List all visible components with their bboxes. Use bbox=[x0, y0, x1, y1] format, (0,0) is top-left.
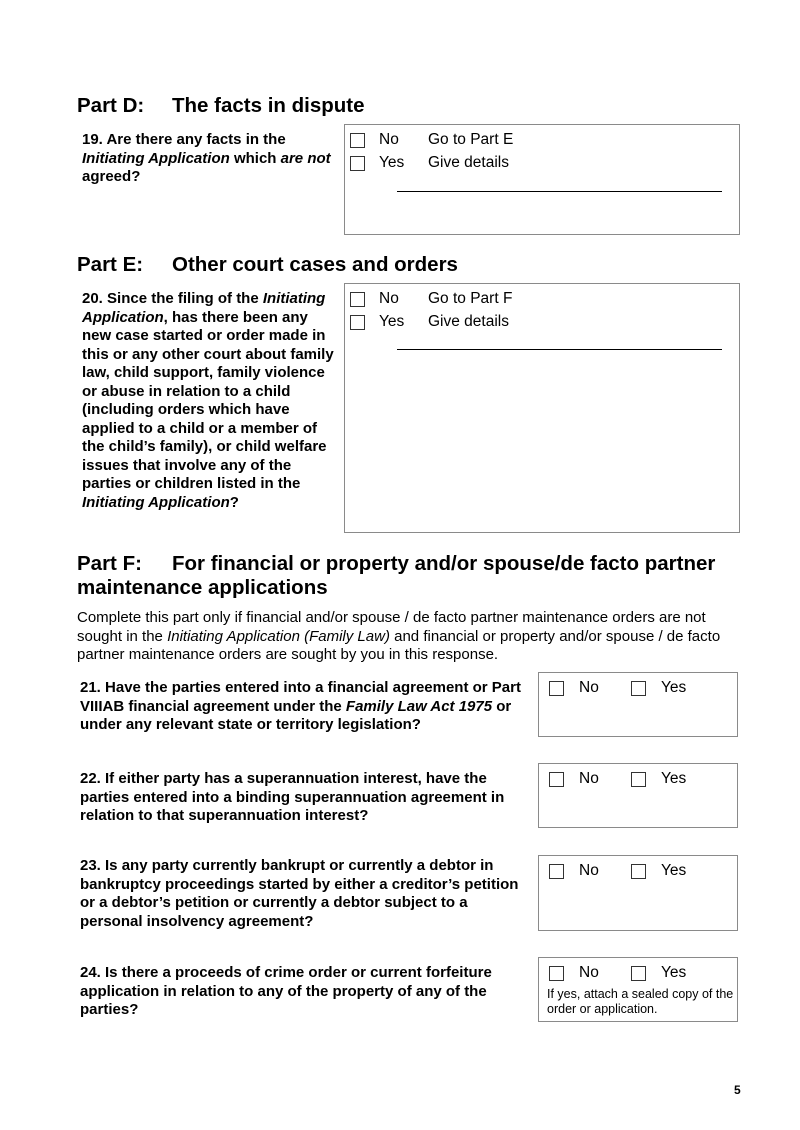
q20-no-checkbox[interactable] bbox=[350, 292, 365, 307]
q19-option-no bbox=[350, 131, 513, 149]
q24-yes-checkbox[interactable] bbox=[631, 966, 646, 981]
q20-text-4: Initiating Application bbox=[82, 493, 230, 511]
q23-yes-label: Yes bbox=[661, 862, 687, 879]
q19-yes-label: Yes bbox=[379, 154, 405, 171]
q20-no-label: No bbox=[379, 290, 399, 307]
q22-no-checkbox[interactable] bbox=[549, 772, 564, 787]
q19-yes-action: Give details bbox=[428, 154, 509, 171]
q19-details-line[interactable] bbox=[397, 191, 722, 192]
q24-options bbox=[549, 964, 686, 982]
q19-answer-box bbox=[344, 124, 740, 235]
q22-no-label: No bbox=[579, 770, 599, 787]
q23-no-label: No bbox=[579, 862, 599, 879]
q23-yes-checkbox[interactable] bbox=[631, 864, 646, 879]
q22-yes-checkbox[interactable] bbox=[631, 772, 646, 787]
part-e-heading bbox=[77, 253, 458, 277]
q21-yes-label: Yes bbox=[661, 679, 687, 696]
q20-text-5: ? bbox=[229, 493, 239, 511]
q20-details-line[interactable] bbox=[397, 349, 722, 350]
question-23: 23. Is any party currently bankrupt or currently a debtor in bankruptcy proceedings started by either a creditor’s petition or a debtor’s petition or currently a debtor subject to a personal insolvency agreement? bbox=[80, 857, 519, 930]
part-d-title: The facts in dispute bbox=[172, 94, 365, 117]
part-d-prefix: Part D: bbox=[77, 94, 145, 117]
q23-options bbox=[549, 862, 686, 880]
part-f-intro-1: Complete this part only if financial and/or spouse / de facto partner maintenance orders are not sought in the bbox=[77, 609, 706, 645]
part-f-heading bbox=[77, 552, 767, 600]
part-f-intro-3: and financial or property and/or spouse / de facto partner maintenance orders are sought by you in this response. bbox=[77, 627, 721, 663]
q19-yes-checkbox[interactable] bbox=[350, 156, 365, 171]
question-22: 22. If either party has a superannuation interest, have the parties entered into a binding superannuation agreement in relation to that superannuation interest? bbox=[80, 770, 505, 824]
q21-no-label: No bbox=[579, 679, 599, 696]
part-f-prefix: Part F: bbox=[77, 552, 142, 575]
part-f-intro-2: Initiating Application (Family Law) bbox=[167, 627, 390, 645]
q23-answer-box bbox=[538, 855, 738, 931]
part-d-heading bbox=[77, 94, 365, 118]
part-f-title: For financial or property and/or spouse/de facto partner maintenance applications bbox=[77, 552, 716, 599]
q20-option-yes bbox=[350, 313, 509, 331]
q19-no-checkbox[interactable] bbox=[350, 133, 365, 148]
q24-answer-box bbox=[538, 957, 738, 1022]
q20-yes-checkbox[interactable] bbox=[350, 315, 365, 330]
q19-text-3: which bbox=[229, 149, 281, 167]
q20-text-2: Initiating Application bbox=[82, 290, 326, 326]
page-number: 5 bbox=[734, 1083, 741, 1097]
q24-no-label: No bbox=[579, 964, 599, 981]
q19-no-label: No bbox=[379, 131, 399, 148]
q22-options bbox=[549, 770, 686, 788]
q20-text-1: 20. Since the filing of the bbox=[82, 290, 263, 307]
q20-yes-label: Yes bbox=[379, 313, 405, 330]
q19-no-action: Go to Part E bbox=[428, 131, 514, 148]
q21-yes-checkbox[interactable] bbox=[631, 681, 646, 696]
question-19 bbox=[82, 131, 337, 187]
question-24: 24. Is there a proceeds of crime order or current forfeiture application in relation to any of the property of any of the parties? bbox=[80, 964, 492, 1018]
q20-no-action: Go to Part F bbox=[428, 290, 513, 307]
q21-text-2: Family Law Act 1975 bbox=[345, 697, 493, 715]
q21-text-1: 21. Have the parties entered into a financial agreement or Part VIIIAB financial agreement under the bbox=[80, 679, 521, 715]
q20-answer-box bbox=[344, 283, 740, 533]
part-e-title: Other court cases and orders bbox=[172, 253, 458, 276]
question-21 bbox=[80, 679, 530, 735]
q19-option-yes bbox=[350, 154, 509, 172]
q21-text-3: or under any relevant state or territory legislation? bbox=[80, 697, 512, 733]
q21-options bbox=[549, 679, 686, 697]
q19-text-5: agreed? bbox=[82, 168, 141, 185]
q24-note: If yes, attach a sealed copy of the order or application. bbox=[547, 987, 734, 1016]
q20-option-no bbox=[350, 290, 512, 308]
q24-no-checkbox[interactable] bbox=[549, 966, 564, 981]
q20-text-3: , has there been any new case started or order made in this or any other court about family law, child support, family violence or abuse in relation to a child (including orders which have applied to a child or a member of the child’s family), or child welfare issues that involve any of the parties or children listed in the bbox=[82, 308, 334, 492]
q21-answer-box bbox=[538, 672, 738, 737]
question-20 bbox=[82, 290, 340, 512]
q19-text-2: Initiating Application bbox=[82, 149, 230, 167]
q24-yes-label: Yes bbox=[661, 964, 687, 981]
q19-text-1: 19. Are there any facts in the bbox=[82, 131, 286, 148]
q23-no-checkbox[interactable] bbox=[549, 864, 564, 879]
q22-answer-box bbox=[538, 763, 738, 828]
q21-no-checkbox[interactable] bbox=[549, 681, 564, 696]
q22-yes-label: Yes bbox=[661, 770, 687, 787]
q19-text-4: are not bbox=[280, 149, 331, 167]
q20-yes-action: Give details bbox=[428, 313, 509, 330]
part-f-intro bbox=[77, 609, 747, 665]
part-e-prefix: Part E: bbox=[77, 253, 144, 276]
